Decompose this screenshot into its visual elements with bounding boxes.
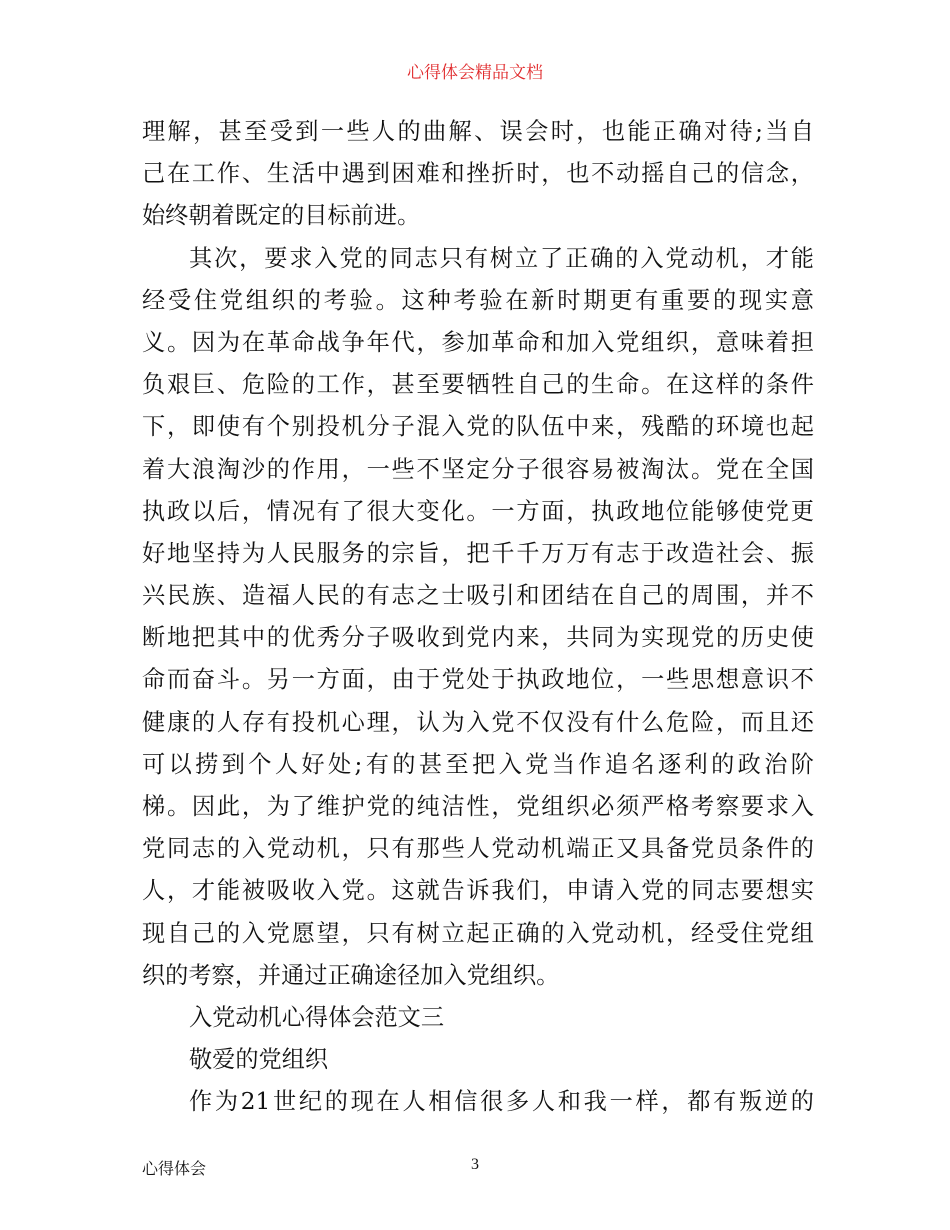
text-line: 其次，要求入党的同志只有树立了正确的入党动机，才能 bbox=[189, 244, 814, 272]
text-line: 执政以后，情况有了很大变化。一方面，执政地位能够使党更 bbox=[142, 497, 814, 525]
text-line: 命而奋斗。另一方面，由于党处于执政地位，一些思想意识不 bbox=[142, 666, 814, 694]
text-line: 织的考察，并通过正确途径加入党组织。 bbox=[142, 961, 560, 989]
text-line: 理解，甚至受到一些人的曲解、误会时，也能正确对待;当自 bbox=[142, 118, 814, 145]
text-line: 兴民族、造福人民的有志之士吸引和团结在自己的周围，并不 bbox=[142, 582, 814, 610]
text-line: 健康的人存有投机心理，认为入党不仅没有什么危险，而且还 bbox=[142, 708, 814, 736]
text-line: 党同志的入党动机，只有那些人党动机端正又具备党员条件的 bbox=[142, 835, 814, 863]
text-line: 负艰巨、危险的工作，甚至要牺牲自己的生命。在这样的条件 bbox=[142, 371, 814, 399]
page-header-title: 心得体会精品文档 bbox=[407, 63, 543, 83]
text-line: 断地把其中的优秀分子吸收到党内来，共同为实现党的历史使 bbox=[142, 624, 814, 652]
text-line: 梯。因此，为了维护党的纯洁性，党组织必须严格考察要求入 bbox=[142, 793, 814, 820]
text-line: 现自己的入党愿望，只有树立起正确的入党动机，经受住党组 bbox=[142, 919, 814, 947]
text-line: 下，即使有个别投机分子混入党的队伍中来，残酷的环境也起 bbox=[142, 413, 814, 441]
salutation: 敬爱的党组织 bbox=[189, 1046, 329, 1074]
text-line: 可以捞到个人好处;有的甚至把入党当作追名逐利的政治阶 bbox=[142, 750, 814, 778]
text-line: 己在工作、生活中遇到困难和挫折时，也不动摇自己的信念， bbox=[142, 160, 814, 188]
document-body bbox=[142, 111, 814, 1124]
section-title: 入党动机心得体会范文三 bbox=[189, 1003, 445, 1031]
text-line: 着大浪淘沙的作用，一些不坚定分子很容易被淘汰。党在全国 bbox=[142, 455, 814, 483]
text-line: 义。因为在革命战争年代，参加革命和加入党组织，意味着担 bbox=[142, 328, 814, 356]
text-line: 作为21世纪的现在人相信很多人和我一样，都有叛逆的 bbox=[189, 1088, 814, 1116]
footer-label: 心得体会 bbox=[142, 1159, 207, 1178]
text-line: 好地坚持为人民服务的宗旨，把千千万万有志于改造社会、振 bbox=[142, 539, 814, 567]
text-line: 经受住党组织的考验。这种考验在新时期更有重要的现实意 bbox=[142, 286, 814, 314]
page-number: 3 bbox=[471, 1156, 479, 1173]
text-line: 人，才能被吸收入党。这就告诉我们，申请入党的同志要想实 bbox=[142, 877, 814, 905]
text-line: 始终朝着既定的目标前进。 bbox=[142, 202, 421, 230]
